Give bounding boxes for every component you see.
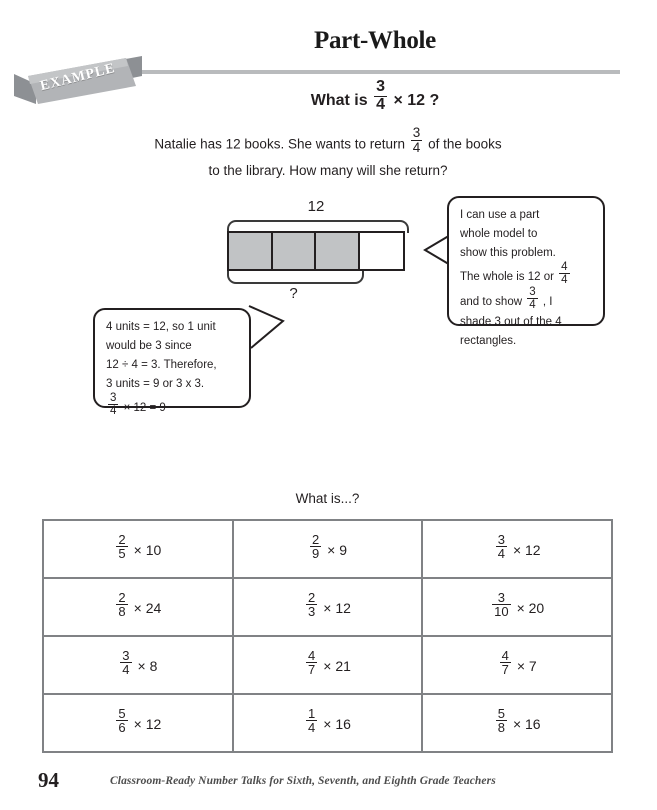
example-question <box>130 78 620 117</box>
bubble-line <box>460 260 592 288</box>
bubble-line: I can use a part <box>460 209 540 221</box>
practice-operand: × 8 <box>137 658 158 675</box>
fraction-numerator: 3 <box>376 78 385 96</box>
fraction-numerator: 2 <box>308 589 316 605</box>
fraction-denominator: 4 <box>110 405 117 417</box>
practice-cell[interactable] <box>43 694 233 752</box>
table-row <box>43 520 612 578</box>
fraction-denominator: 4 <box>376 95 385 113</box>
bar-cell-shaded <box>273 233 317 269</box>
word-problem-line2: to the library. How many will she return? <box>208 162 448 178</box>
fraction-denominator: 4 <box>412 139 421 155</box>
bubble-text: and to show <box>460 296 523 309</box>
practice-fraction <box>116 707 127 735</box>
practice-fraction <box>496 707 507 735</box>
page-title: Part-Whole <box>314 27 436 54</box>
practice-table-body <box>43 520 612 752</box>
fraction-numerator: 4 <box>308 647 316 663</box>
fraction-numerator: 4 <box>561 260 568 273</box>
practice-cell[interactable] <box>422 694 612 752</box>
practice-cell[interactable] <box>422 636 612 694</box>
fraction-numerator: 3 <box>529 286 536 299</box>
left-bubble-tail <box>245 302 285 350</box>
bubble-fraction <box>108 392 118 417</box>
practice-operand: × 12 <box>323 600 351 617</box>
bubble-line: show this problem. <box>460 247 556 259</box>
bubble-line: 12 ÷ 4 = 3. Therefore, <box>106 359 217 371</box>
fraction-denominator: 4 <box>561 274 568 286</box>
practice-fraction <box>306 649 317 677</box>
bar-cell-empty <box>360 233 404 269</box>
fraction-numerator: 3 <box>122 647 130 663</box>
fraction-numerator: 5 <box>497 705 505 721</box>
bubble-line: 3 units = 9 or 3 x 3. <box>106 378 205 390</box>
practice-operand: × 20 <box>516 600 545 617</box>
fraction-denominator: 8 <box>497 720 505 736</box>
question-suffix: × 12 ? <box>393 92 440 110</box>
practice-cell[interactable] <box>43 520 233 578</box>
practice-operand: × 10 <box>133 542 162 559</box>
practice-heading: What is...? <box>295 491 360 506</box>
fraction-numerator: 3 <box>497 589 505 605</box>
bubble-line <box>106 391 238 419</box>
fraction-denominator: 4 <box>308 720 316 736</box>
practice-operand: × 24 <box>133 600 162 617</box>
fraction-denominator: 9 <box>311 546 320 562</box>
fraction-denominator: 4 <box>529 299 536 312</box>
fraction-denominator: 5 <box>118 546 126 562</box>
fraction-denominator: 4 <box>122 662 130 678</box>
table-row <box>43 578 612 636</box>
word-problem <box>108 124 548 184</box>
practice-operand: × 16 <box>323 716 351 733</box>
fraction-denominator: 10 <box>494 604 509 620</box>
practice-fraction <box>310 533 321 561</box>
question-fraction <box>374 79 387 114</box>
bubble-line: whole model to <box>460 228 538 240</box>
bubble-text: × 12 = 9 <box>123 402 166 415</box>
practice-operand: × 12 <box>133 716 162 733</box>
fraction-denominator: 7 <box>501 662 509 678</box>
fraction-numerator: 2 <box>118 531 126 547</box>
practice-cell[interactable] <box>43 636 233 694</box>
fraction-denominator: 7 <box>308 662 316 678</box>
practice-operand: × 7 <box>516 658 537 675</box>
practice-fraction <box>306 707 317 735</box>
bar-model-bottom-brace <box>227 271 364 284</box>
bar-model-cells <box>227 231 405 271</box>
bubble-line: shade 3 out of the 4 <box>460 316 562 329</box>
practice-problems-table <box>42 519 613 753</box>
bar-model-total-label: 12 <box>307 198 325 215</box>
bubble-text: The whole is 12 or <box>460 271 554 284</box>
example-ribbon <box>14 56 142 110</box>
fraction-numerator: 3 <box>110 391 117 404</box>
fraction-denominator: 4 <box>497 546 505 562</box>
practice-fraction <box>500 649 511 677</box>
bubble-line <box>460 288 592 313</box>
question-prefix: What is <box>310 92 368 110</box>
fraction-numerator: 4 <box>501 647 509 663</box>
practice-cell[interactable] <box>233 636 423 694</box>
right-speech-bubble <box>447 196 605 348</box>
fraction-denominator: 3 <box>308 604 316 620</box>
bubble-line: rectangles. <box>460 335 517 348</box>
bar-cell-shaded <box>316 233 360 269</box>
practice-cell[interactable] <box>233 520 423 578</box>
practice-fraction <box>120 649 131 677</box>
practice-operand: × 9 <box>327 542 348 559</box>
practice-fraction <box>116 591 127 619</box>
practice-fraction <box>496 533 507 561</box>
practice-cell[interactable] <box>43 578 233 636</box>
fraction-numerator: 2 <box>311 531 320 547</box>
word-problem-fraction <box>411 126 423 155</box>
practice-operand: × 21 <box>323 658 351 675</box>
practice-cell[interactable] <box>233 694 423 752</box>
practice-cell[interactable] <box>422 578 612 636</box>
left-speech-bubble <box>93 308 251 417</box>
practice-operand: × 16 <box>512 716 541 733</box>
practice-fraction <box>492 591 510 619</box>
table-row <box>43 694 612 752</box>
footer-book-title: Classroom-Ready Number Talks for Sixth, Seventh, and Eighth Grade Teachers <box>110 775 496 787</box>
fraction-denominator: 6 <box>118 720 126 736</box>
bubble-line: would be 3 since <box>106 340 192 352</box>
bubble-text: , I <box>542 296 553 309</box>
fraction-numerator: 1 <box>308 705 316 721</box>
word-problem-line1-after: of the books <box>428 136 502 152</box>
bubble-fraction <box>527 286 537 311</box>
ribbon-label: EXAMPLE <box>38 60 118 95</box>
bar-cell-shaded <box>229 233 273 269</box>
practice-operand: × 12 <box>512 542 541 559</box>
header-divider-rule <box>123 70 620 74</box>
fraction-denominator: 8 <box>118 604 126 620</box>
table-row <box>43 636 612 694</box>
practice-fraction <box>116 533 127 561</box>
fraction-numerator: 3 <box>412 124 421 140</box>
practice-cell[interactable] <box>233 578 423 636</box>
fraction-numerator: 2 <box>118 589 126 605</box>
practice-fraction <box>306 591 317 619</box>
footer-page-number: 94 <box>38 768 59 792</box>
word-problem-line1-before: Natalie has 12 books. She wants to return <box>154 136 406 152</box>
practice-cell[interactable] <box>422 520 612 578</box>
bubble-fraction <box>559 261 569 286</box>
fraction-numerator: 3 <box>497 531 505 547</box>
fraction-numerator: 5 <box>118 705 126 721</box>
bubble-line: 4 units = 12, so 1 unit <box>106 321 216 333</box>
bar-model-unknown-label: ? <box>289 285 298 302</box>
